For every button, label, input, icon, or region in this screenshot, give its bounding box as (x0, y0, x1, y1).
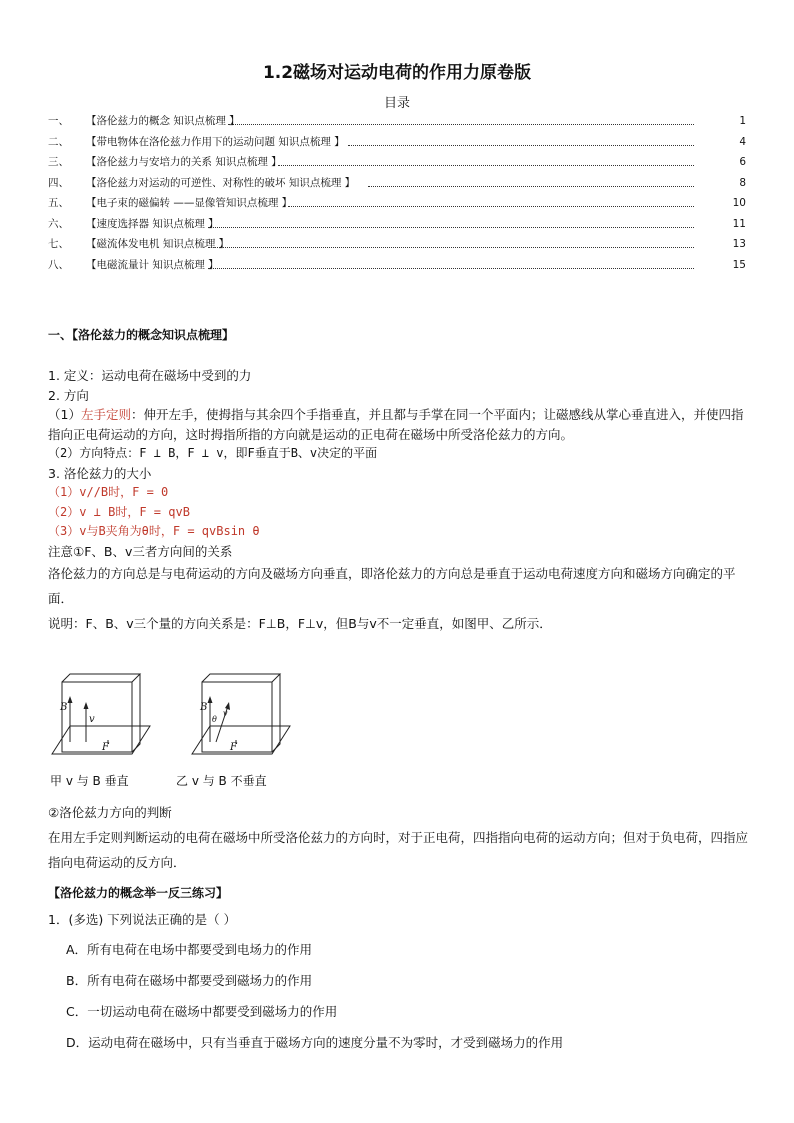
toc-leader (288, 206, 694, 207)
practice-heading: 【洛伦兹力的概念举一反三练习】 (48, 886, 229, 900)
toc-label: 【速度选择器 知识点梳理 】 (86, 217, 219, 230)
figure-diagrams (40, 664, 300, 774)
toc-leader (278, 165, 694, 166)
toc-leader (348, 145, 694, 146)
toc-page: 1 (739, 115, 746, 127)
toc-row[interactable] (48, 196, 746, 217)
caption-jia: 甲 v 与 B 垂直 (50, 774, 129, 788)
label-v: v (89, 714, 95, 725)
toc-row[interactable] (48, 237, 746, 258)
toc-leader (228, 124, 694, 125)
note-heading: 注意①F、B、v三者方向间的关系 (48, 543, 233, 559)
toc-number: 七、 (48, 238, 69, 250)
toc-number: 二、 (48, 135, 69, 148)
section-heading: 一、【洛伦兹力的概念知识点梳理】 (48, 328, 235, 342)
toc-page: 8 (739, 176, 746, 189)
direction-heading: 2. 方向 (48, 387, 89, 403)
label-v: v (223, 709, 228, 718)
toc-number: 六、 (48, 217, 69, 230)
option-a[interactable]: A．所有电荷在电场中都要受到电场力的作用 (66, 942, 313, 957)
option-c[interactable]: C．一切运动电荷在磁场中都要受到磁场力的作用 (66, 1004, 338, 1019)
toc-leader (208, 227, 694, 228)
toc-row[interactable] (48, 114, 746, 135)
magnitude-heading: 3. 洛伦兹力的大小 (48, 465, 152, 481)
label-F: F (230, 742, 237, 753)
label-F: F (102, 742, 109, 753)
note-text: 洛伦兹力的方向总是与电荷运动的方向及磁场方向垂直，即洛伦兹力的方向总是垂直于运动电荷速度方向和磁场方向确定的平面． (48, 566, 736, 606)
toc-number: 八、 (48, 258, 69, 271)
explain-text: 说明：F、B、v三个量的方向关系是：F⊥B，F⊥v，但B与v不一定垂直，如图甲、乙所示． (48, 616, 552, 631)
toc-number: 三、 (48, 156, 69, 168)
toc-row[interactable] (48, 258, 746, 279)
toc-number: 一、 (48, 115, 69, 127)
toc-label: 【带电物体在洛伦兹力作用下的运动问题 知识点梳理 】 (86, 135, 345, 148)
toc-label: 【磁流体发电机 知识点梳理 】 (86, 238, 230, 250)
left-hand-rule (48, 405, 748, 444)
toc-leader (208, 247, 694, 248)
option-d[interactable]: D．运动电荷在磁场中，只有当垂直于磁场方向的速度分量不为零时，才受到磁场力的作用 (66, 1035, 564, 1050)
rule-name: 左手定则 (80, 407, 131, 422)
toc-heading: 目录 (383, 96, 410, 111)
toc-page: 11 (732, 217, 746, 230)
section-body (48, 366, 748, 636)
toc-page: 6 (739, 156, 746, 168)
toc-number: 五、 (48, 197, 69, 209)
magnitude-case-3: （3）v与B夹角为θ时，F = qvBsin θ (48, 524, 260, 538)
toc-number: 四、 (48, 176, 69, 189)
magnitude-case-1: （1）v//B时，F = 0 (48, 485, 169, 499)
caption-yi: 乙 v 与 B 不垂直 (176, 774, 267, 788)
toc-leader (208, 268, 694, 269)
toc-page: 15 (732, 258, 746, 271)
judgement-heading: ②洛伦兹力方向的判断 (48, 805, 172, 820)
table-of-contents (48, 114, 746, 278)
option-b[interactable]: B．所有电荷在磁场中都要受到磁场力的作用 (66, 973, 313, 988)
direction-feature: （2）方向特点：F ⊥ B，F ⊥ v，即F垂直于B、v决定的平面 (48, 446, 378, 460)
toc-row[interactable] (48, 155, 746, 176)
toc-leader (368, 186, 694, 187)
label-B: B (200, 702, 208, 713)
definition-text: 1. 定义：运动电荷在磁场中受到的力 (48, 368, 252, 383)
force-direction-figure (40, 664, 300, 794)
rule-prefix: （1） (48, 407, 81, 422)
toc-label: 【电子束的磁偏转 ——显像管知识点梳理 】 (86, 197, 293, 209)
judgement-text: 在用左手定则判断运动的电荷在磁场中所受洛伦兹力的方向时，对于正电荷，四指指向电荷的运动方向；但对于负电荷，四指应指向电荷运动的反方向． (48, 830, 749, 870)
judgement-section (48, 800, 748, 875)
toc-page: 10 (732, 197, 746, 209)
toc-label: 【洛伦兹力对运动的可逆性、对称性的破坏 知识点梳理 】 (86, 176, 356, 189)
rule-text: ：伸开左手，使拇指与其余四个手指垂直，并且都与手掌在同一个平面内；让磁感线从掌心垂直进入，并使四指指向正电荷运动的方向，这时拇指所指的方向就是运动的正电荷在磁场中所受洛伦兹力的方向。 (48, 407, 744, 442)
toc-label: 【电磁流量计 知识点梳理 】 (86, 258, 219, 271)
label-theta: θ (212, 715, 217, 724)
toc-label: 【洛伦兹力的概念 知识点梳理 】 (86, 115, 240, 127)
magnitude-case-2: （2）v ⊥ B时，F = qvB (48, 504, 190, 519)
label-B: B (60, 702, 68, 713)
page-title: 1.2磁场对运动电荷的作用力原卷版 (262, 63, 532, 83)
toc-row[interactable] (48, 176, 746, 197)
toc-label: 【洛伦兹力与安培力的关系 知识点梳理 】 (86, 156, 282, 168)
toc-row[interactable] (48, 217, 746, 238)
question-stem: 1．(多选) 下列说法正确的是（ ） (48, 912, 237, 927)
toc-page: 13 (732, 238, 746, 250)
toc-row[interactable] (48, 135, 746, 156)
toc-page: 4 (739, 135, 746, 148)
